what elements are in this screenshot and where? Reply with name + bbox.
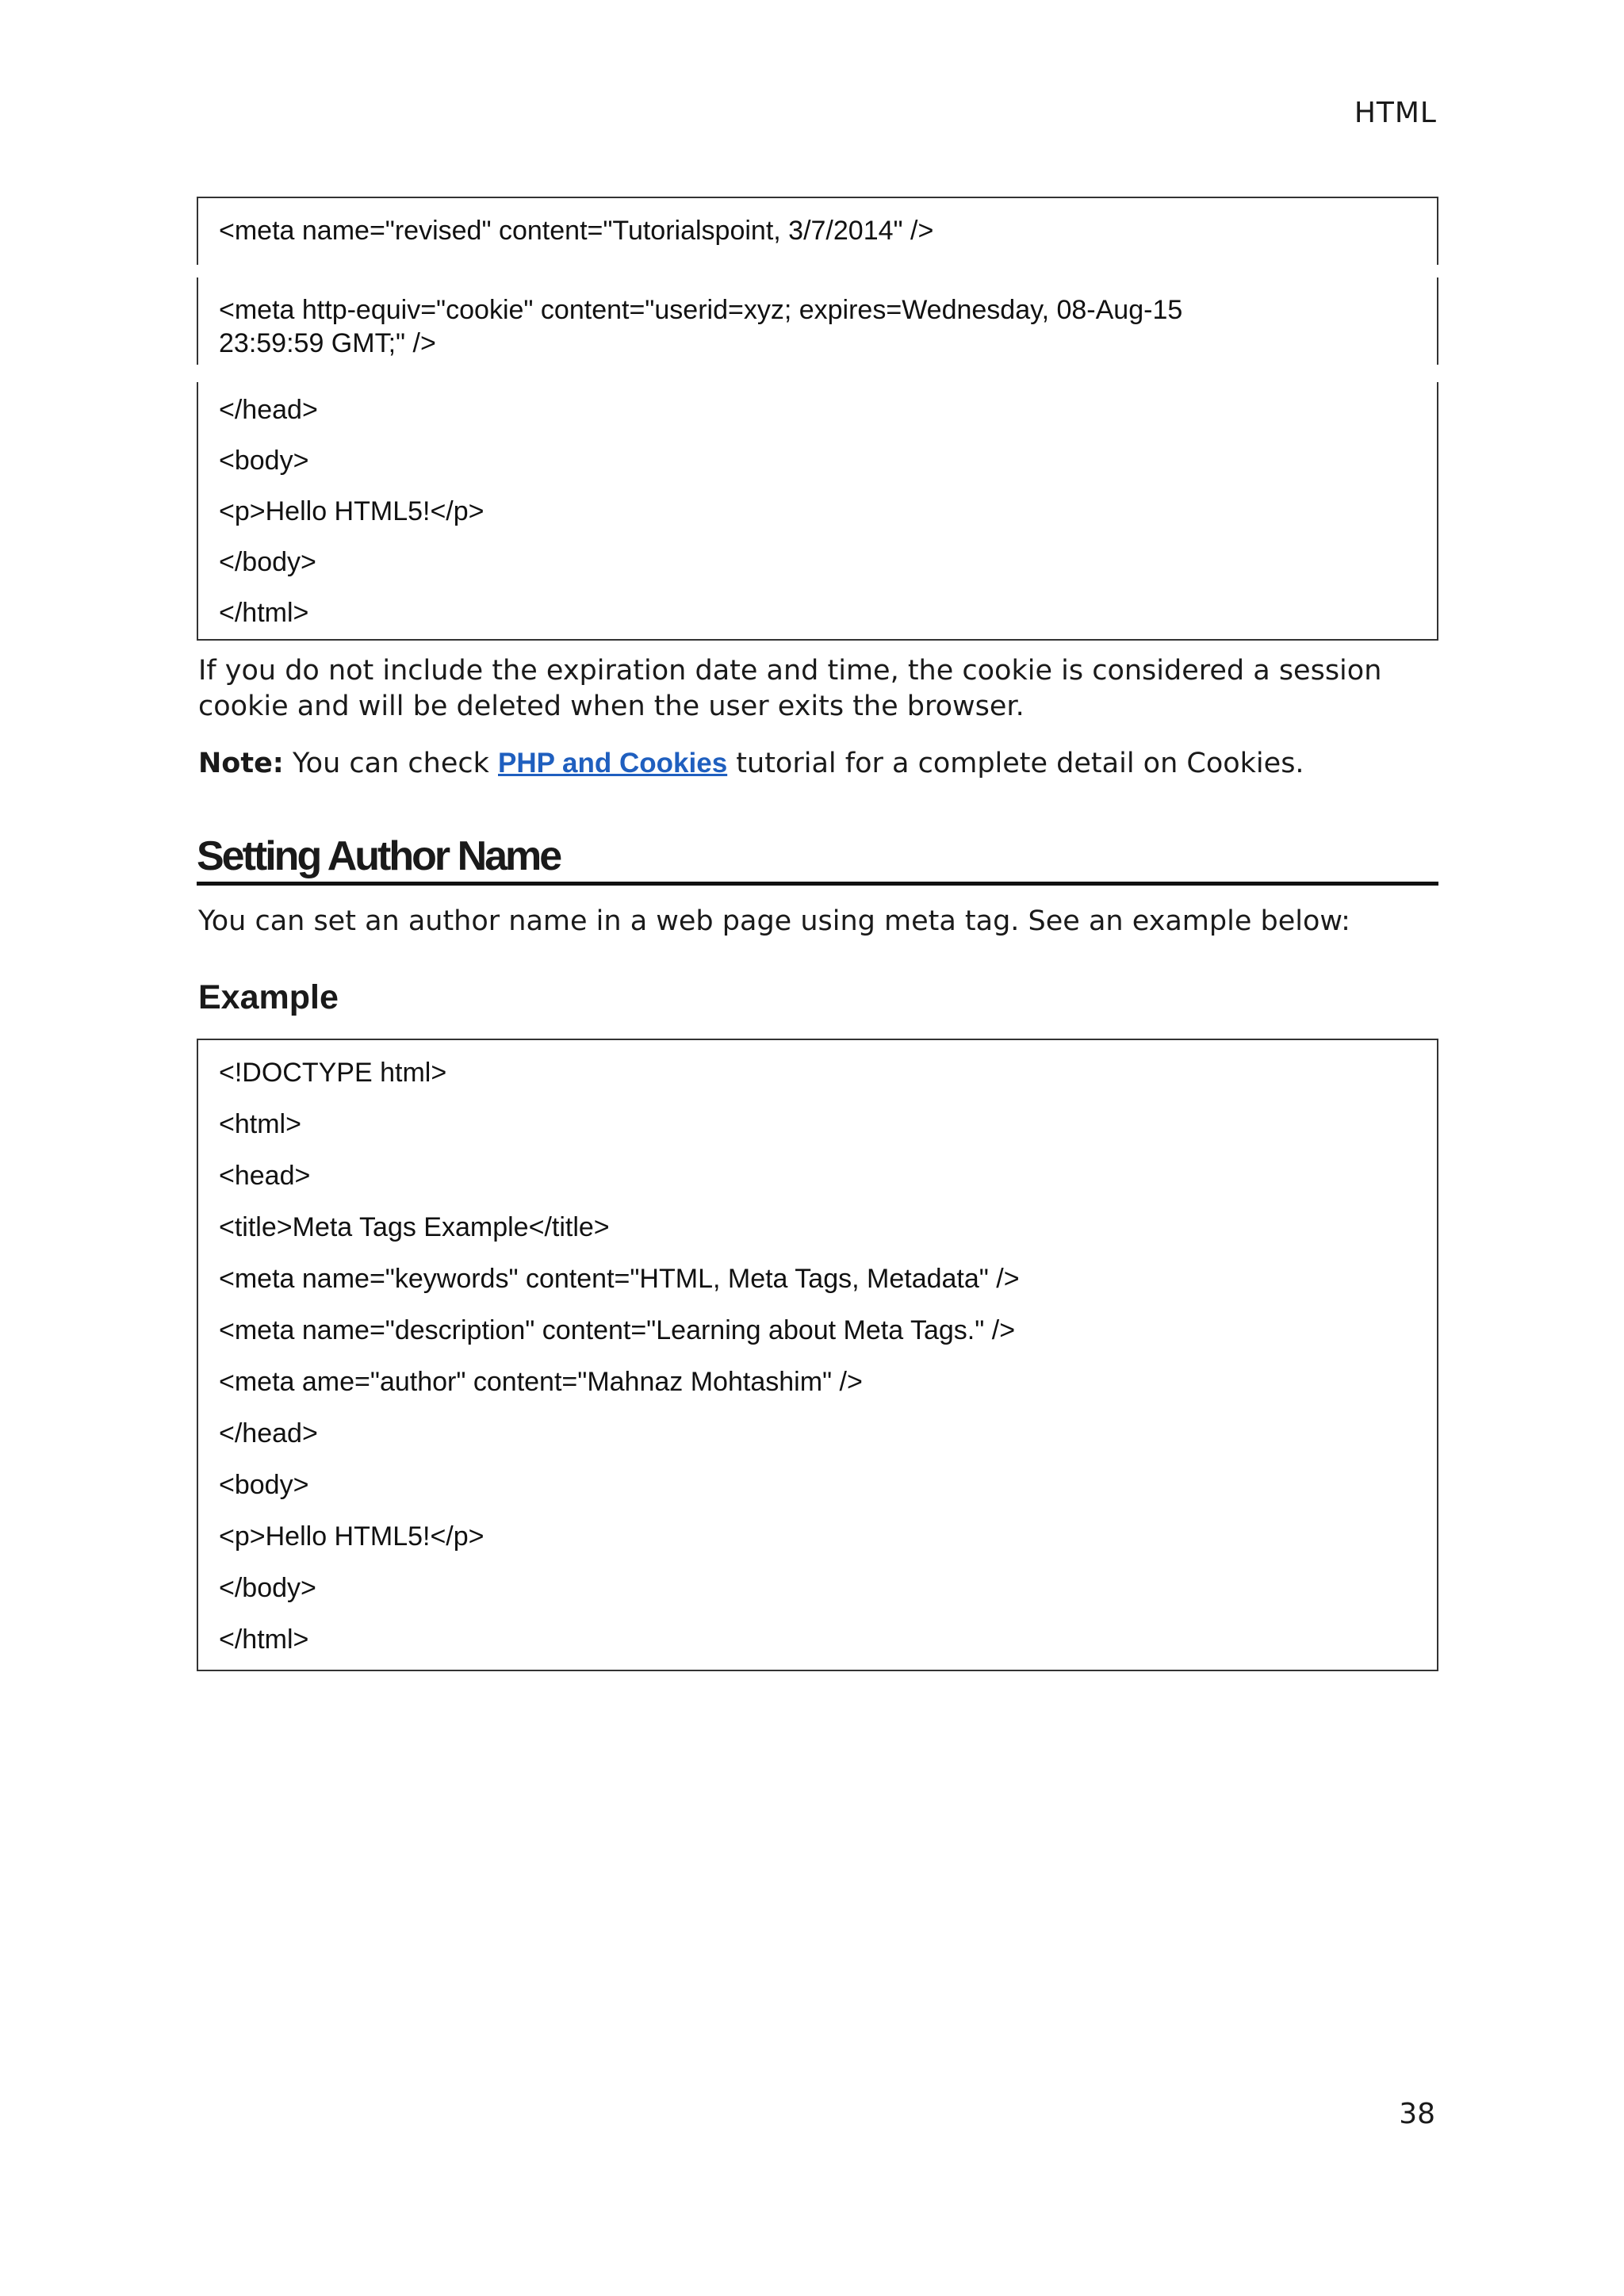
code-line: 23:59:59 GMT;" /> [219, 328, 436, 358]
code-line: <head> [219, 1161, 311, 1191]
code-block-continued [197, 197, 1438, 641]
code-line: <meta name="description" content="Learning about Meta Tags." /> [219, 1315, 1016, 1345]
code-line: <p>Hello HTML5!</p> [219, 1521, 485, 1552]
code-line: <body> [219, 446, 309, 476]
note-text: You can check [283, 748, 498, 779]
note-paragraph [198, 745, 1443, 782]
example-heading: Example [198, 978, 339, 1016]
code-line: <!DOCTYPE html> [219, 1058, 447, 1088]
paragraph-line: cookie and will be deleted when the user exits the browser. [198, 691, 1025, 722]
running-header: HTML [1354, 97, 1437, 129]
code-line: </body> [219, 1573, 316, 1603]
section-intro: You can set an author name in a web page using meta tag. See an example below: [198, 905, 1350, 937]
php-cookies-link[interactable]: PHP and Cookies [498, 748, 728, 779]
code-line: <title>Meta Tags Example</title> [219, 1212, 610, 1242]
code-line: </html> [219, 1624, 309, 1655]
code-line: </head> [219, 1418, 318, 1448]
code-line: <meta ame="author" content="Mahnaz Mohtashim" /> [219, 1367, 863, 1397]
code-line: <meta name="keywords" content="HTML, Meta Tags, Metadata" /> [219, 1264, 1020, 1294]
code-line: </html> [219, 598, 309, 628]
code-line: <html> [219, 1109, 301, 1139]
code-segment [197, 197, 1438, 265]
code-line: <p>Hello HTML5!</p> [219, 496, 485, 526]
code-segment [197, 382, 1438, 641]
note-label: Note: [198, 748, 284, 779]
example-code-block [197, 1039, 1438, 1671]
code-line: <meta name="revised" content="Tutorialspoint, 3/7/2014" /> [219, 216, 934, 246]
code-line: <meta http-equiv="cookie" content="userid=xyz; expires=Wednesday, 08-Aug-15 [219, 295, 1183, 325]
code-line: </head> [219, 395, 318, 425]
code-line: </body> [219, 547, 316, 577]
page-number: 38 [1399, 2098, 1435, 2130]
code-segment [197, 277, 1438, 365]
section-heading: Setting Author Name [197, 831, 1438, 886]
note-text: tutorial for a complete detail on Cookies. [727, 748, 1304, 779]
cookie-expiry-paragraph [198, 653, 1443, 725]
paragraph-line: If you do not include the expiration date and time, the cookie is considered a session [198, 655, 1382, 687]
code-line: <body> [219, 1470, 309, 1500]
